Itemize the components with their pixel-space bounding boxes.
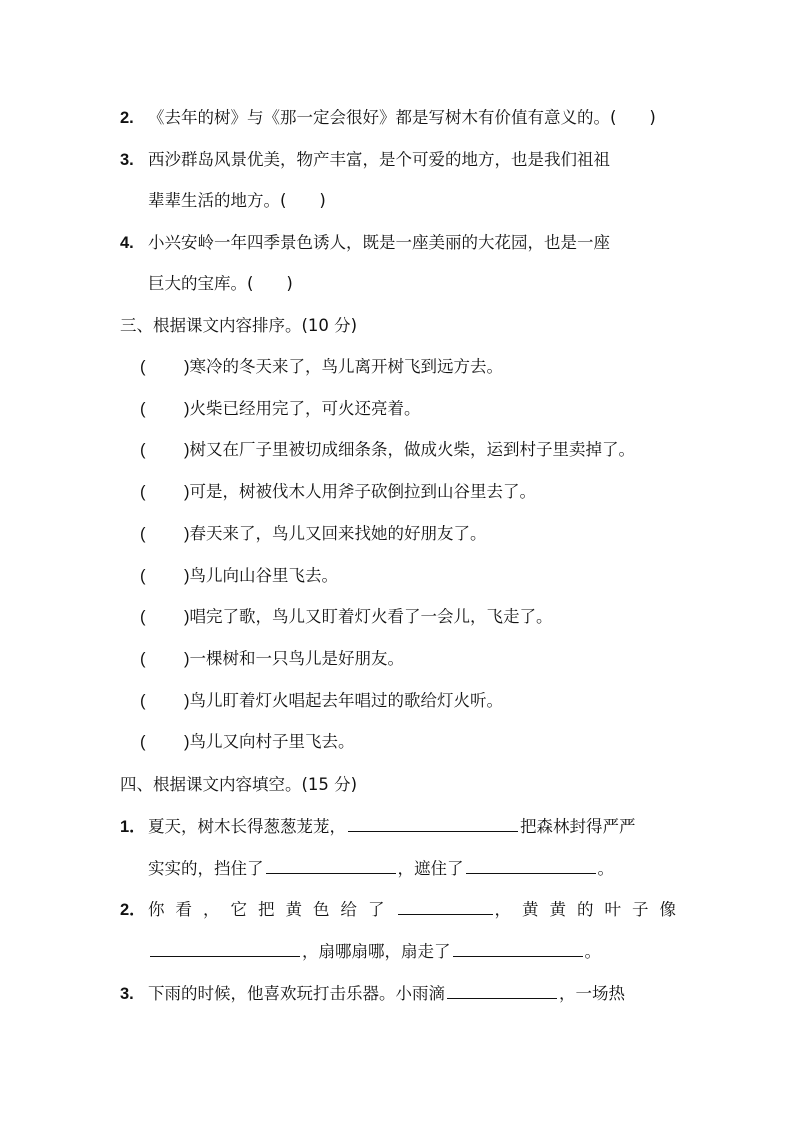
sort-item-text: 鸟儿盯着灯火唱起去年唱过的歌给灯火听。 bbox=[189, 691, 503, 710]
sort-item-text: 可是，树被伐木人用斧子砍倒拉到山谷里去了。 bbox=[189, 482, 536, 501]
question-text: 实实的，挡住了 bbox=[148, 859, 264, 878]
judge-item-2 bbox=[120, 106, 680, 130]
question-number: 1． bbox=[120, 818, 146, 836]
judge-item-text: 西沙群岛风景优美，物产丰富，是个可爱的地方，也是我们祖祖 bbox=[148, 150, 610, 169]
sort-item-text: 鸟儿又向村子里飞去。 bbox=[189, 732, 355, 751]
question-text: ，遮住了 bbox=[397, 859, 464, 878]
order-box-close: ) bbox=[184, 400, 190, 418]
answer-blank[interactable] bbox=[150, 939, 300, 957]
fill-question-2 bbox=[120, 897, 687, 922]
judge-item-number: 2. bbox=[120, 109, 134, 127]
judge-item-number: 3. bbox=[120, 151, 134, 169]
sort-item-text: 鸟儿向山谷里飞去。 bbox=[189, 566, 338, 585]
answer-blank[interactable] bbox=[453, 939, 583, 957]
sort-item bbox=[140, 564, 700, 588]
order-answer-box[interactable]: ( bbox=[140, 608, 146, 626]
order-box-close: ) bbox=[184, 692, 190, 710]
answer-blank[interactable] bbox=[466, 856, 596, 874]
judge-item-4 bbox=[120, 231, 680, 255]
sort-item-text: 春天来了，鸟儿又回来找她的好朋友了。 bbox=[189, 524, 487, 543]
section-sort-title: 三、根据课文内容排序。(10 分) bbox=[120, 316, 358, 335]
answer-blank[interactable] bbox=[447, 981, 557, 999]
fill-question-1-continued bbox=[148, 856, 708, 881]
sort-item-text: 火柴已经用完了，可火还亮着。 bbox=[189, 399, 421, 418]
sort-item bbox=[140, 689, 700, 713]
fill-question-1 bbox=[120, 814, 680, 839]
fill-question-3 bbox=[120, 981, 680, 1006]
judge-item-3 bbox=[120, 148, 680, 172]
judge-item-3-continued: 辈辈生活的地方。( ) bbox=[148, 191, 326, 210]
order-answer-box[interactable]: ( bbox=[140, 525, 146, 543]
question-text: 下雨的时候，他喜欢玩打击乐器。小雨滴 bbox=[148, 984, 445, 1003]
question-number: 2． bbox=[120, 901, 146, 919]
question-text: 。 bbox=[597, 859, 614, 878]
sort-item bbox=[140, 480, 700, 504]
order-box-close: ) bbox=[184, 358, 190, 376]
question-text: 你看，它把黄色给了 bbox=[148, 900, 396, 919]
question-text: 夏天，树木长得葱葱茏茏， bbox=[148, 817, 346, 836]
judge-item-text: 小兴安岭一年四季景色诱人，既是一座美丽的大花园，也是一座 bbox=[148, 233, 610, 252]
sort-item bbox=[140, 397, 700, 421]
order-answer-box[interactable]: ( bbox=[140, 441, 146, 459]
question-number: 3. bbox=[120, 985, 134, 1003]
answer-blank[interactable] bbox=[266, 856, 396, 874]
sort-item-text: 树又在厂子里被切成细条条，做成火柴，运到村子里卖掉了。 bbox=[189, 440, 635, 459]
sort-item bbox=[140, 522, 700, 546]
question-text: 把森林封得严严 bbox=[520, 817, 636, 836]
question-text: ，一场热 bbox=[559, 984, 625, 1003]
sort-item bbox=[140, 730, 700, 754]
answer-blank[interactable] bbox=[398, 897, 493, 915]
judge-item-4-continued: 巨大的宝库。( ) bbox=[148, 274, 293, 293]
sort-item bbox=[140, 647, 700, 671]
question-text: ，扇哪扇哪，扇走了 bbox=[302, 942, 451, 961]
question-text: ，黄黄的叶子像 bbox=[494, 900, 687, 919]
sort-item bbox=[140, 355, 700, 379]
question-text: 。 bbox=[584, 942, 601, 961]
section-fill-title: 四、根据课文内容填空。(15 分) bbox=[120, 775, 358, 794]
order-answer-box[interactable]: ( bbox=[140, 400, 146, 418]
judge-item-number: 4. bbox=[120, 234, 134, 252]
judge-item-text: 《去年的树》与《那一定会很好》都是写树木有价值有意义的。( ) bbox=[148, 108, 656, 127]
order-box-close: ) bbox=[184, 441, 190, 459]
order-box-close: ) bbox=[184, 733, 190, 751]
order-answer-box[interactable]: ( bbox=[140, 358, 146, 376]
order-box-close: ) bbox=[184, 608, 190, 626]
sort-item bbox=[140, 605, 700, 629]
sort-item bbox=[140, 438, 700, 462]
order-box-close: ) bbox=[184, 650, 190, 668]
sort-item-text: 寒冷的冬天来了，鸟儿离开树飞到远方去。 bbox=[189, 357, 503, 376]
order-box-close: ) bbox=[184, 483, 190, 501]
sort-item-text: 唱完了歌，鸟儿又盯着灯火看了一会儿，飞走了。 bbox=[189, 607, 553, 626]
order-answer-box[interactable]: ( bbox=[140, 650, 146, 668]
order-box-close: ) bbox=[184, 525, 190, 543]
fill-question-2-continued bbox=[148, 939, 708, 964]
sort-item-text: 一棵树和一只鸟儿是好朋友。 bbox=[189, 649, 404, 668]
order-box-close: ) bbox=[184, 567, 190, 585]
answer-blank[interactable] bbox=[348, 814, 518, 832]
order-answer-box[interactable]: ( bbox=[140, 483, 146, 501]
order-answer-box[interactable]: ( bbox=[140, 733, 146, 751]
order-answer-box[interactable]: ( bbox=[140, 692, 146, 710]
order-answer-box[interactable]: ( bbox=[140, 567, 146, 585]
